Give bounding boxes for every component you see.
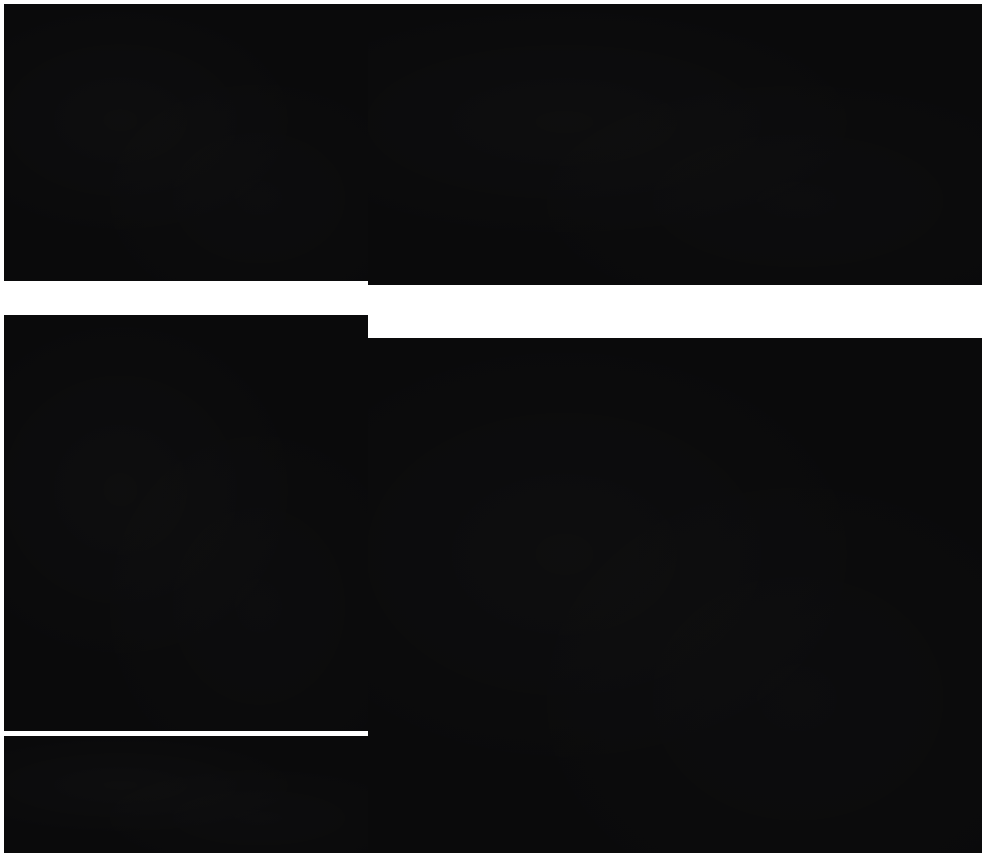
photo-tile-right-large[interactable] [368,338,982,853]
photo-tile-bottom-left[interactable] [4,736,368,853]
photo-tile-middle-left[interactable] [4,315,368,731]
photo-tile-top-left[interactable] [4,4,368,281]
photo-tile-top-right[interactable] [368,4,982,285]
